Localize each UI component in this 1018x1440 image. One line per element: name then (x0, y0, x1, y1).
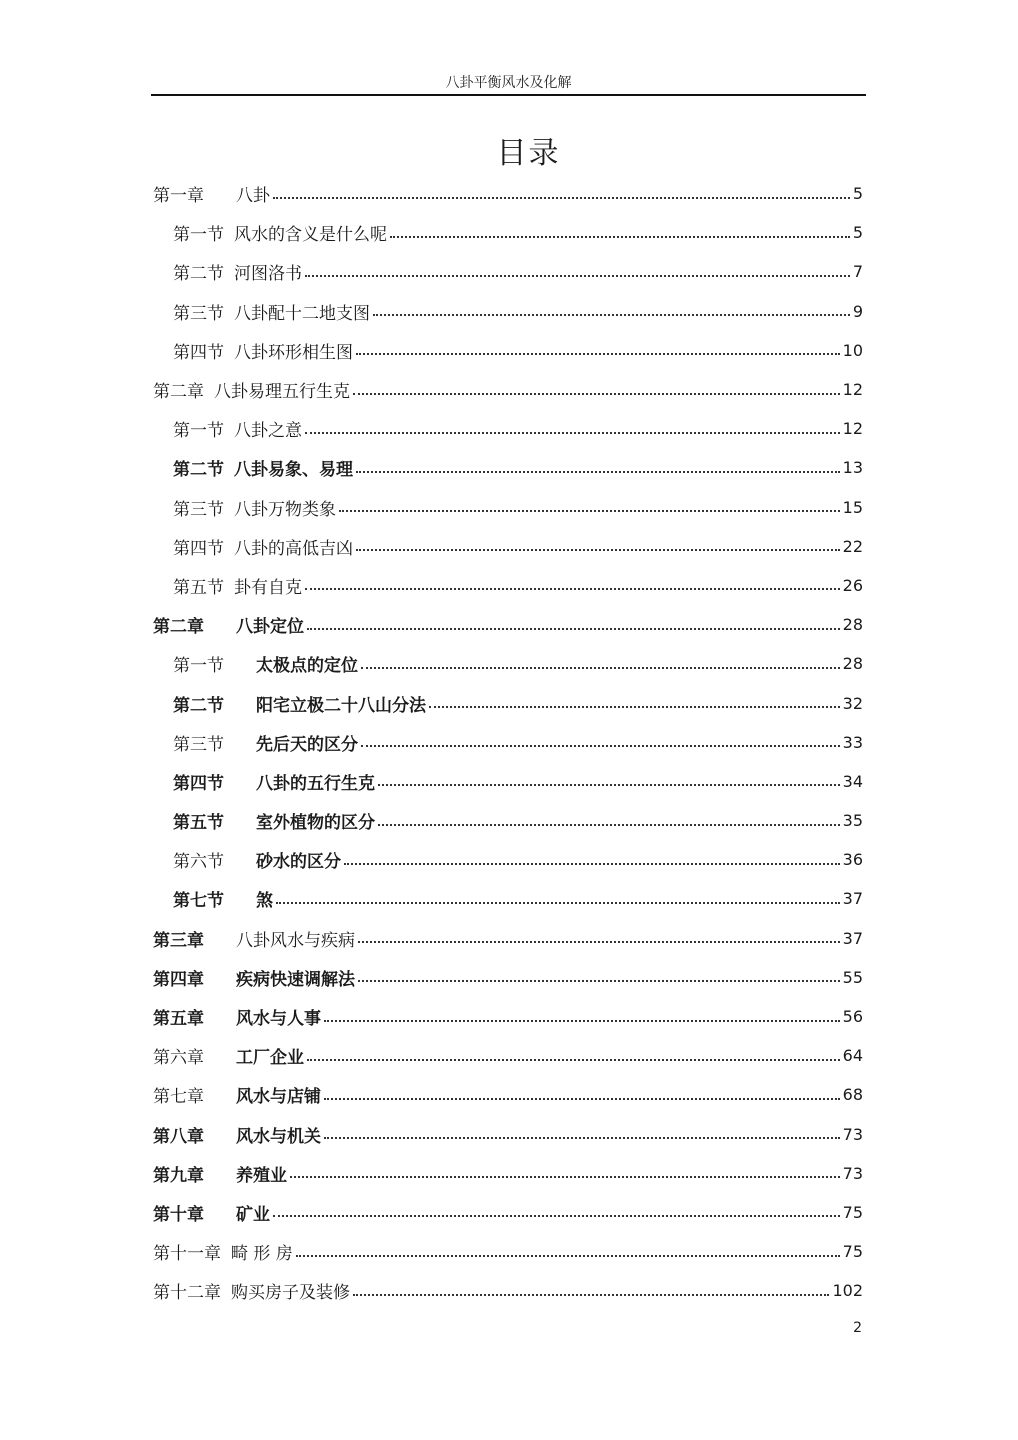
dot-leader (358, 941, 840, 943)
toc-entry-number: 第三节 (173, 303, 224, 324)
toc-entry-number: 第五章 (153, 1009, 204, 1030)
toc-section-entry[interactable] (153, 566, 863, 605)
toc-entry-number: 第二节 (173, 460, 224, 481)
toc-entry-number: 第五节 (173, 813, 224, 834)
toc-chapter-entry[interactable] (153, 1271, 863, 1310)
dot-leader (429, 706, 840, 708)
toc-entry-page: 15 (842, 497, 863, 517)
toc-entry-number: 第五节 (173, 577, 224, 598)
dot-leader (344, 863, 840, 865)
dot-leader (273, 197, 850, 199)
dot-leader (339, 510, 840, 512)
dot-leader (361, 667, 840, 669)
dot-leader (305, 432, 840, 434)
toc-chapter-entry[interactable] (153, 958, 863, 997)
toc-section-entry[interactable] (153, 331, 863, 370)
toc-entry-page: 37 (842, 928, 863, 948)
toc-entry-page: 13 (842, 458, 863, 478)
toc-entry-number: 第一节 (173, 421, 224, 442)
toc-entry-number: 第四节 (173, 342, 224, 363)
toc-entry-page: 37 (842, 889, 863, 909)
toc-section-entry[interactable] (153, 252, 863, 291)
toc-section-entry[interactable] (153, 488, 863, 527)
toc-entry-title: 风水与机关 (236, 1126, 321, 1147)
toc-entry-title: 煞 (256, 891, 273, 912)
dot-leader (361, 745, 840, 747)
toc-chapter-entry[interactable] (153, 1036, 863, 1075)
toc-section-entry[interactable] (153, 723, 863, 762)
toc-entry-number: 第三章 (153, 930, 204, 951)
dot-leader (356, 549, 840, 551)
toc-entry-number: 第四节 (173, 773, 224, 794)
toc-entry-number: 第二节 (173, 695, 224, 716)
dot-leader (290, 1176, 840, 1178)
toc-section-entry[interactable] (153, 762, 863, 801)
toc-entry-title: 矿业 (236, 1204, 270, 1225)
toc-entry-page: 7 (852, 262, 863, 282)
toc-entry-title: 室外植物的区分 (256, 813, 375, 834)
toc-entry-page: 73 (842, 1163, 863, 1183)
toc-entry-title: 太极点的定位 (256, 656, 358, 677)
dot-leader (307, 628, 840, 630)
toc-section-entry[interactable] (153, 448, 863, 487)
toc-section-entry[interactable] (153, 527, 863, 566)
toc-entry-page: 28 (842, 615, 863, 635)
toc-chapter-entry[interactable] (153, 174, 863, 213)
toc-entry-title: 八卦风水与疾病 (236, 930, 355, 951)
toc-entry-title: 先后天的区分 (256, 734, 358, 755)
dot-leader (373, 314, 850, 316)
toc-entry-page: 28 (842, 654, 863, 674)
dot-leader (353, 393, 840, 395)
toc-entry-number: 第七章 (153, 1087, 204, 1108)
page-title: 目录 (496, 136, 561, 171)
toc-entry-title: 阳宅立极二十八山分法 (256, 695, 426, 716)
toc-entry-title: 疾病快速调解法 (236, 969, 355, 990)
toc-entry-title: 八卦的五行生克 (256, 773, 375, 794)
toc-entry-number: 第一章 (153, 186, 204, 207)
dot-leader (390, 236, 850, 238)
toc-chapter-entry[interactable] (153, 370, 863, 409)
toc-chapter-entry[interactable] (153, 605, 863, 644)
toc-entry-title: 八卦之意 (234, 421, 302, 442)
toc-entry-title: 八卦万物类象 (234, 499, 336, 520)
page-number: 2 (853, 1320, 862, 1336)
toc-section-entry[interactable] (153, 409, 863, 448)
toc-section-entry[interactable] (153, 801, 863, 840)
toc-entry-page: 64 (842, 1046, 863, 1066)
toc-entry-title: 风水与人事 (236, 1009, 321, 1030)
toc-entry-page: 26 (842, 575, 863, 595)
toc-entry-title: 八卦易理五行生克 (214, 382, 350, 403)
toc-entry-title: 河图洛书 (234, 264, 302, 285)
dot-leader (296, 1255, 840, 1257)
toc-entry-page: 5 (852, 184, 863, 204)
toc-entry-title: 八卦的高低吉凶 (234, 538, 353, 559)
toc-entry-page: 102 (832, 1281, 863, 1301)
toc-entry-number: 第三节 (173, 734, 224, 755)
toc-entry-number: 第一节 (173, 656, 224, 677)
toc-entry-page: 35 (842, 811, 863, 831)
dot-leader (378, 824, 840, 826)
toc-entry-title: 八卦配十二地支图 (234, 303, 370, 324)
toc-entry-number: 第二章 (153, 382, 204, 403)
toc-chapter-entry[interactable] (153, 1115, 863, 1154)
toc-entry-page: 68 (842, 1085, 863, 1105)
toc-entry-page: 12 (842, 380, 863, 400)
toc-entry-page: 9 (852, 301, 863, 321)
dot-leader (356, 353, 840, 355)
toc-entry-page: 22 (842, 536, 863, 556)
dot-leader (276, 902, 840, 904)
toc-entry-page: 73 (842, 1124, 863, 1144)
dot-leader (305, 275, 850, 277)
dot-leader (378, 784, 840, 786)
toc-entry-title: 养殖业 (236, 1165, 287, 1186)
toc-entry-number: 第十二章 (153, 1283, 221, 1304)
dot-leader (324, 1020, 840, 1022)
toc-entry-page: 12 (842, 419, 863, 439)
toc-entry-number: 第八章 (153, 1126, 204, 1147)
toc-entry-title: 风水与店铺 (236, 1087, 321, 1108)
toc-entry-number: 第二章 (153, 617, 204, 638)
toc-entry-page: 75 (842, 1202, 863, 1222)
toc-entry-page: 55 (842, 967, 863, 987)
toc-entry-title: 砂水的区分 (256, 852, 341, 873)
dot-leader (305, 588, 840, 590)
toc-entry-title: 购买房子及装修 (231, 1283, 350, 1304)
toc-chapter-entry[interactable] (153, 997, 863, 1036)
toc-entry-number: 第七节 (173, 891, 224, 912)
toc-entry-page: 33 (842, 732, 863, 752)
toc-entry-number: 第二节 (173, 264, 224, 285)
toc-entry-number: 第四节 (173, 538, 224, 559)
toc-entry-title: 八卦定位 (236, 617, 304, 638)
toc-section-entry[interactable] (153, 213, 863, 252)
toc-entry-title: 畸 形 房 (231, 1244, 293, 1265)
toc-section-entry[interactable] (153, 879, 863, 918)
toc-entry-page: 5 (852, 223, 863, 243)
dot-leader (324, 1137, 840, 1139)
toc-chapter-entry[interactable] (153, 1193, 863, 1232)
toc-entry-page: 36 (842, 850, 863, 870)
toc-entry-page: 56 (842, 1007, 863, 1027)
dot-leader (324, 1098, 840, 1100)
toc-entry-title: 八卦 (236, 186, 270, 207)
toc-entry-title: 卦有自克 (234, 577, 302, 598)
dot-leader (273, 1215, 840, 1217)
toc-entry-number: 第九章 (153, 1165, 204, 1186)
toc-entry-number: 第六节 (173, 852, 224, 873)
toc-chapter-entry[interactable] (153, 1154, 863, 1193)
toc-section-entry[interactable] (153, 644, 863, 683)
dot-leader (353, 1294, 829, 1296)
toc-section-entry[interactable] (153, 683, 863, 722)
toc-entry-number: 第四章 (153, 969, 204, 990)
dot-leader (358, 980, 840, 982)
toc-entry-number: 第六章 (153, 1048, 204, 1069)
toc-entry-title: 风水的含义是什么呢 (234, 225, 387, 246)
toc-entry-page: 34 (842, 771, 863, 791)
toc-entry-title: 工厂企业 (236, 1048, 304, 1069)
running-header: 八卦平衡风水及化解 (445, 75, 572, 91)
toc-section-entry[interactable] (153, 840, 863, 879)
toc-entry-number: 第一节 (173, 225, 224, 246)
header-rule (151, 94, 866, 96)
toc-chapter-entry[interactable] (153, 1075, 863, 1114)
toc-entry-page: 75 (842, 1242, 863, 1262)
toc-section-entry[interactable] (153, 292, 863, 331)
toc-entry-page: 10 (842, 340, 863, 360)
toc-chapter-entry[interactable] (153, 919, 863, 958)
dot-leader (307, 1059, 840, 1061)
toc-entry-page: 32 (842, 693, 863, 713)
toc-entry-title: 八卦易象、易理 (234, 460, 353, 481)
dot-leader (356, 471, 840, 473)
toc-entry-number: 第十章 (153, 1204, 204, 1225)
toc-entry-title: 八卦环形相生图 (234, 342, 353, 363)
table-of-contents (153, 174, 863, 1310)
toc-entry-number: 第三节 (173, 499, 224, 520)
toc-chapter-entry[interactable] (153, 1232, 863, 1271)
toc-entry-number: 第十一章 (153, 1244, 221, 1265)
